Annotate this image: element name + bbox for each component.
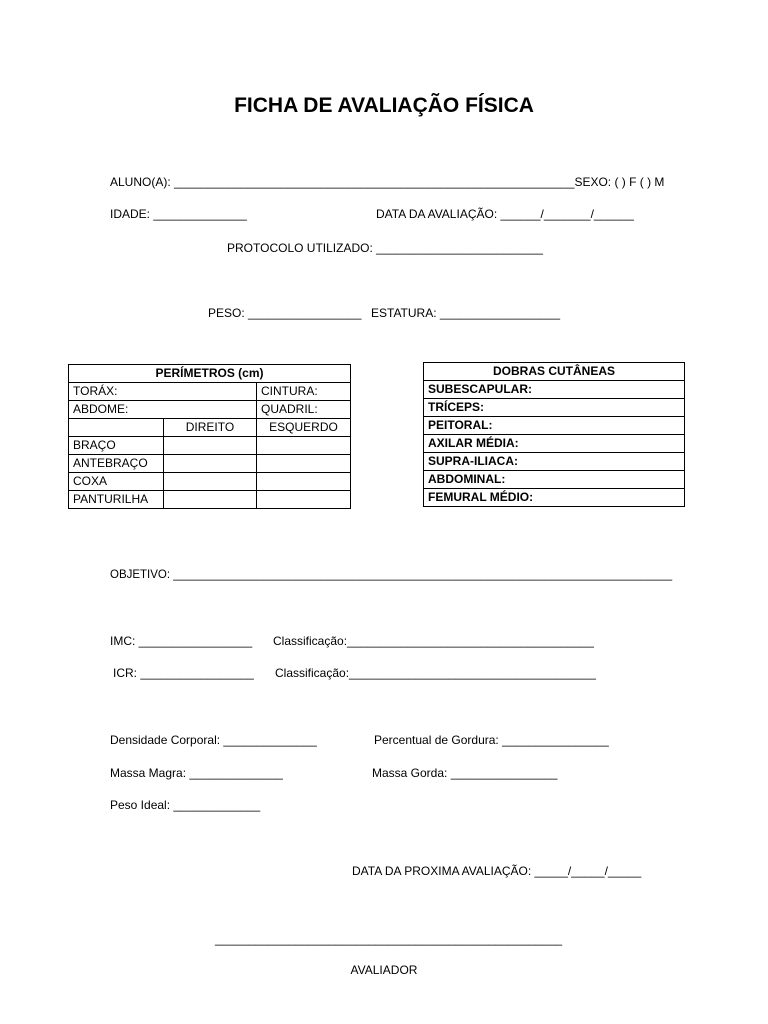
- table-row: [424, 417, 685, 435]
- direito-cell[interactable]: [164, 455, 257, 473]
- dobra-cell[interactable]: FEMURAL MÉDIO:: [424, 489, 685, 507]
- data-avaliacao-field[interactable]: DATA DA AVALIAÇÃO: ______/_______/______: [376, 207, 634, 221]
- dobra-cell[interactable]: PEITORAL:: [424, 417, 685, 435]
- quadril-cell[interactable]: QUADRIL:: [257, 401, 351, 419]
- dobra-cell[interactable]: TRÍCEPS:: [424, 399, 685, 417]
- signature-line: ____________________________________________________: [215, 932, 563, 946]
- blank-header-cell: [69, 419, 164, 437]
- peso-ideal-field[interactable]: Peso Ideal: _____________: [110, 798, 261, 812]
- icr-classificacao-field[interactable]: Classificação:_____________________________________: [275, 666, 596, 680]
- objetivo-field[interactable]: OBJETIVO: ______________________________________________________________________________: [110, 569, 673, 581]
- table-row: [69, 473, 351, 491]
- table-row: [424, 489, 685, 507]
- table-row: [424, 399, 685, 417]
- esquerdo-cell[interactable]: [257, 491, 351, 509]
- direito-header: DIREITO: [164, 419, 257, 437]
- torax-cell[interactable]: TORÁX:: [69, 383, 257, 401]
- esquerdo-cell[interactable]: [257, 455, 351, 473]
- table-row: [424, 471, 685, 489]
- direito-cell[interactable]: [164, 491, 257, 509]
- perimetros-table: [68, 364, 351, 509]
- page-title: FICHA DE AVALIAÇÃO FÍSICA: [234, 94, 534, 117]
- icr-field[interactable]: ICR: _________________: [113, 666, 254, 680]
- row-label: COXA: [69, 473, 164, 491]
- massa-magra-field[interactable]: Massa Magra: ______________: [110, 766, 283, 780]
- table-row: [424, 453, 685, 471]
- direito-cell[interactable]: [164, 473, 257, 491]
- row-label: BRAÇO: [69, 437, 164, 455]
- perimetros-title: PERÍMETROS (cm): [69, 365, 351, 383]
- imc-field[interactable]: IMC: _________________: [110, 634, 253, 648]
- direito-cell[interactable]: [164, 437, 257, 455]
- idade-field[interactable]: IDADE: ______________: [110, 207, 247, 221]
- aluno-field[interactable]: ALUNO(A): ____________________________________________________________SEXO: ( ) F ( ) M: [110, 175, 665, 189]
- dobras-title: DOBRAS CUTÂNEAS: [424, 363, 685, 381]
- cintura-cell[interactable]: CINTURA:: [257, 383, 351, 401]
- dobra-cell[interactable]: AXILAR MÉDIA:: [424, 435, 685, 453]
- esquerdo-cell[interactable]: [257, 473, 351, 491]
- table-row: [424, 435, 685, 453]
- abdome-cell[interactable]: ABDOME:: [69, 401, 257, 419]
- dobras-table: [423, 362, 685, 507]
- protocolo-field[interactable]: PROTOCOLO UTILIZADO: _________________________: [227, 241, 543, 255]
- esquerdo-header: ESQUERDO: [257, 419, 351, 437]
- proxima-avaliacao-field[interactable]: DATA DA PROXIMA AVALIAÇÃO: _____/_____/_____: [352, 864, 642, 878]
- percentual-gordura-field[interactable]: Percentual de Gordura: ________________: [374, 733, 609, 747]
- dobra-cell[interactable]: ABDOMINAL:: [424, 471, 685, 489]
- imc-classificacao-field[interactable]: Classificação:_____________________________________: [273, 634, 594, 648]
- table-row: [424, 381, 685, 399]
- table-row: [69, 491, 351, 509]
- esquerdo-cell[interactable]: [257, 437, 351, 455]
- dobra-cell[interactable]: SUBESCAPULAR:: [424, 381, 685, 399]
- estatura-field[interactable]: ESTATURA: __________________: [371, 306, 561, 320]
- dobra-cell[interactable]: SUPRA-ILIACA:: [424, 453, 685, 471]
- avaliador-label: AVALIADOR: [350, 963, 418, 977]
- densidade-field[interactable]: Densidade Corporal: ______________: [110, 733, 317, 747]
- row-label: PANTURILHA: [69, 491, 164, 509]
- table-row: [69, 455, 351, 473]
- massa-gorda-field[interactable]: Massa Gorda: ________________: [372, 766, 558, 780]
- table-row: [69, 437, 351, 455]
- peso-field[interactable]: PESO: _________________: [208, 306, 362, 320]
- row-label: ANTEBRAÇO: [69, 455, 164, 473]
